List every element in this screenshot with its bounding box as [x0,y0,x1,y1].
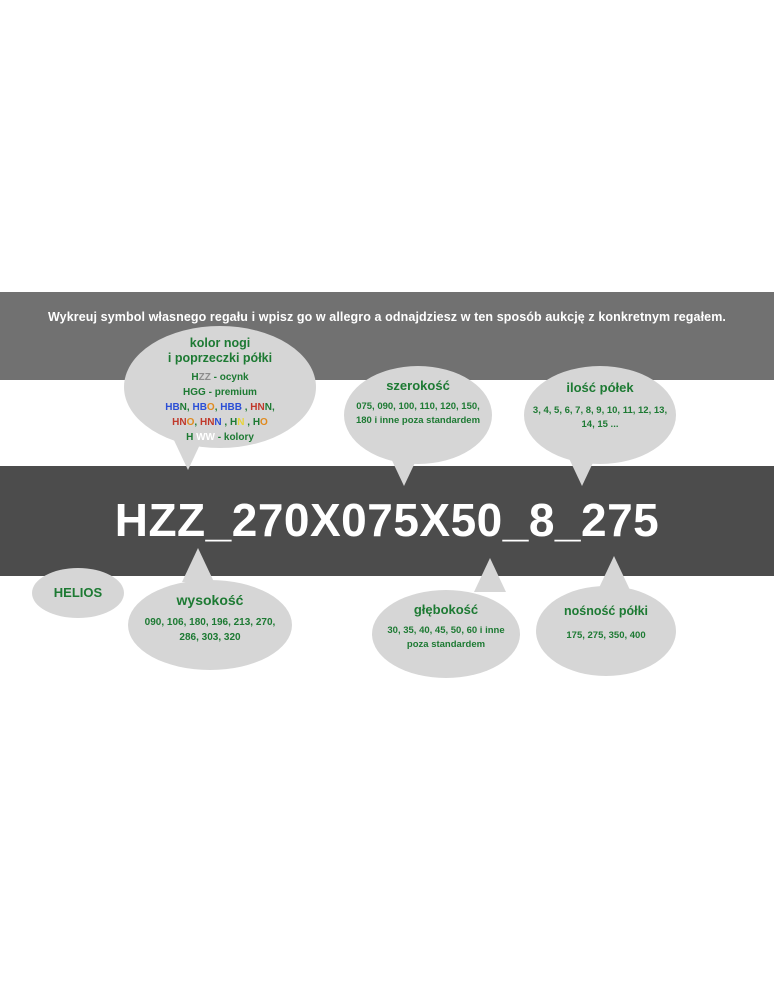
callout-helios [32,568,124,618]
callout-wysokosc [128,580,292,670]
callout-glebokosc-body: 30, 35, 40, 45, 50, 60 i inne poza standardem [387,624,505,650]
callout-wysokosc-body: 090, 106, 180, 196, 213, 270, 286, 303, 320 [144,616,276,643]
callout-glebokosc [372,590,520,678]
callout-nosnosc-title: nośność półki [563,604,649,618]
callout-szerokosc [344,366,492,464]
callout-wysokosc-title: wysokość [176,592,244,608]
callout-glebokosc-title: głębokość [413,602,479,617]
callout-nosnosc-body: 175, 275, 350, 400 [566,630,646,641]
callout-szerokosc-body: 075, 090, 100, 110, 120, 150, 180 i inne poza standardem [355,400,481,426]
callout-tail-glebokosc [474,558,506,592]
band-upper-grey [0,292,774,380]
page-title: Wykreuj symbol własnego regału i wpisz go w allegro a odnajdziesz w ten sposób aukcję z konkretnym regałem. [47,310,726,324]
product-code: HZZ_270X075X50_8_275 [114,494,660,546]
callout-tail-wysokosc [182,548,214,582]
callout-helios-title: HELIOS [53,585,103,601]
callout-kolor-title: kolor nogi i poprzeczki półki [167,336,273,365]
callout-ilosc-polek [524,366,676,464]
callout-ilosc-body: 3, 4, 5, 6, 7, 8, 9, 10, 11, 12, 13, 14, 15 ... [532,404,668,430]
callout-nosnosc-polki [536,586,676,676]
callout-kolor-body: HZZ - ocynk HGG - premium HBN, HBO, HBB , HNN, HNO, HNN , HN , HO H WW - kolory [165,372,275,443]
callout-szerokosc-title: szerokość [386,378,450,393]
callout-tail-nosnosc [598,556,630,590]
callout-kolor-nogi [124,326,316,448]
callout-ilosc-title: ilość półek [566,380,634,395]
